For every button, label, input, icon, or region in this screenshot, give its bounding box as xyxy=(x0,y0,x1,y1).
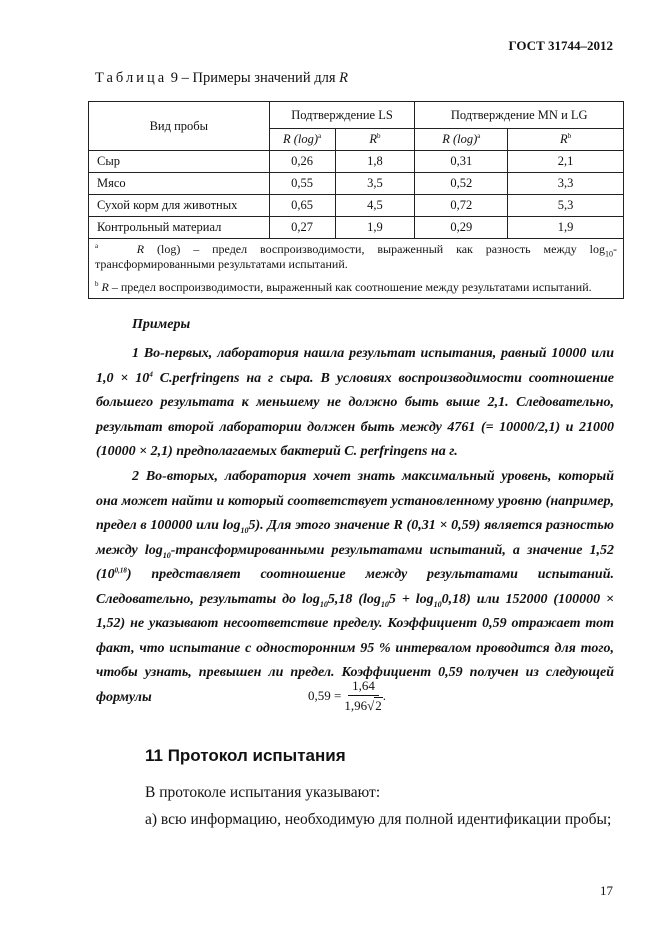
header-mn-lg-confirmation: Подтверждение MN и LG xyxy=(415,102,624,129)
sample-cell: Контрольный материал xyxy=(89,217,270,239)
table-caption xyxy=(95,70,348,87)
sqrt-icon: √ xyxy=(367,698,375,713)
header-ls-confirmation: Подтверждение LS xyxy=(269,102,415,129)
header-sample-type: Вид пробы xyxy=(89,102,270,151)
value-cell: 0,72 xyxy=(415,195,508,217)
table-row xyxy=(89,195,624,217)
paragraph-item-a: а) всю информацию, необходимую для полной идентификации пробы; xyxy=(145,811,612,828)
value-cell: 3,5 xyxy=(335,173,415,195)
formula-lhs: 0,59 = xyxy=(308,688,342,703)
value-cell: 0,65 xyxy=(269,195,335,217)
table-footnotes xyxy=(89,239,624,299)
subheader-r: $R^b$ xyxy=(335,129,415,151)
formula-end: . xyxy=(382,688,386,703)
page-number: 17 xyxy=(600,883,613,898)
table-row xyxy=(89,173,624,195)
value-cell: 0,29 xyxy=(415,217,508,239)
caption-dash: – xyxy=(178,70,193,86)
paragraph-intro: В протоколе испытания указывают: xyxy=(145,784,381,801)
examples-title: Примеры xyxy=(132,317,191,332)
caption-word: Таблица xyxy=(95,70,168,86)
caption-text: Примеры значений для xyxy=(192,70,340,86)
footnote-a: $^a$ R (log) – предел воспроизводимости, выраженный как разность между $\log_{10}$-трансформированными результатами испытаний. xyxy=(95,242,618,271)
value-cell: 0,27 xyxy=(269,217,335,239)
value-cell: 1,8 xyxy=(335,151,415,173)
value-cell: 0,31 xyxy=(415,151,508,173)
value-cell: 1,9 xyxy=(335,217,415,239)
value-cell: 2,1 xyxy=(508,151,624,173)
sample-cell: Сухой корм для животных xyxy=(89,195,270,217)
sample-cell: Мясо xyxy=(89,173,270,195)
table-row xyxy=(89,151,624,173)
value-cell: 0,52 xyxy=(415,173,508,195)
value-cell: 1,9 xyxy=(508,217,624,239)
subheader-r-log: R $(\log)^a$ xyxy=(269,129,335,151)
footnote-b: $^b$ R – предел воспроизводимости, выраженный как соотношение между результатами испытаний. xyxy=(95,280,592,294)
value-cell: 0,55 xyxy=(269,173,335,195)
value-cell: 3,3 xyxy=(508,173,624,195)
value-cell: 0,26 xyxy=(269,151,335,173)
formula xyxy=(308,678,386,714)
subheader-r: $R^b$ xyxy=(508,129,624,151)
formula-fraction xyxy=(344,678,382,714)
formula-denominator: 1,96 √ 2 xyxy=(344,698,382,713)
document-header: ГОСТ 31744–2012 xyxy=(508,38,613,53)
subheader-r-log: R $(\log)^a$ xyxy=(415,129,508,151)
table-row xyxy=(89,217,624,239)
value-cell: 4,5 xyxy=(335,195,415,217)
caption-variable: R xyxy=(339,70,348,86)
value-cell: 5,3 xyxy=(508,195,624,217)
reproducibility-table xyxy=(88,101,624,299)
sample-cell: Сыр xyxy=(89,151,270,173)
caption-number: 9 xyxy=(170,70,179,86)
example-1: 1 Во-первых, лаборатория нашла результат испытания, равный 10000 или $1,0 \times 10^4$ C.perfringens на г сыра. В условиях воспроизводимости соотношение большего результата к меньшему не должно быть выше 2,1. Следовательно, результат второй лаборатории должен быть между 4761 (= 10000/2,1) и 21000 (10000 × 2,1) предполагаемых бактерий C. perfringens на г. xyxy=(96,346,614,459)
formula-numerator: 1,64 xyxy=(348,678,379,696)
example-2: 2 Во-вторых, лаборатория хочет знать максимальный уровень, который она может найти и который соответствует установленному уровню (например, предел в 100000 или $\log_{10}5$). Для этого значение R (0,31 × 0,59) является разностью между $\log_{10}$-трансформированными результатами испытаний, а значение 1,52 (10$^{0,18}$) представляет соотношение между результатами испытаний. Следовательно, результаты до $\log_{10}5,18$ $(\log_{10}5 + \log_{10}0,18)$ или 152000 (100000 × 1,52) не указывают несоответствие пределу. Коэффициент 0,59 отражает тот факт, что испытание с односторонним 95 % интервалом проводится для того, чтобы узнать, превышен ли предел. Коэффициент 0,59 получен из следующей формулы xyxy=(96,469,615,705)
section-title: 11 Протокол испытания xyxy=(145,746,346,765)
